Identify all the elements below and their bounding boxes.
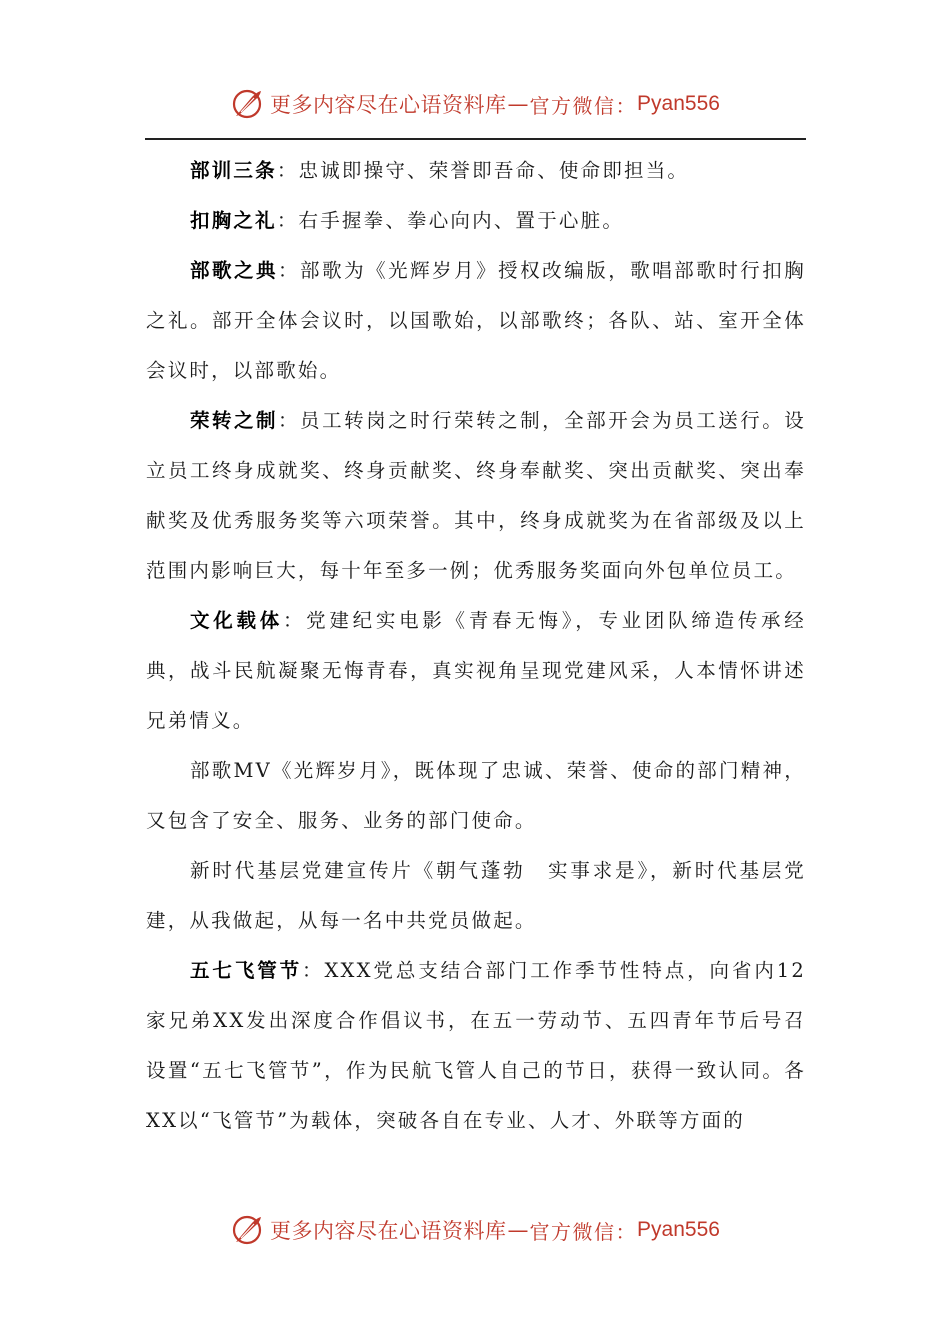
quill-pen-logo-icon	[230, 1213, 264, 1247]
paragraph-xuan-chuan-pian	[146, 846, 806, 946]
paragraph-term: 文化载体	[190, 609, 283, 632]
paragraph-fei-guan-jie	[146, 946, 806, 1146]
footer-banner	[0, 1210, 950, 1250]
paragraph-text: 新时代基层党建宣传片《朝气蓬勃 实事求是》，新时代基层党建，从我做起，从每一名中共党员做起。	[146, 859, 806, 932]
footer-wechat-id: Pyan556	[637, 1218, 720, 1241]
header-site-text: 更多内容尽在心语资料库	[270, 93, 507, 117]
paragraph-term: 扣胸之礼	[190, 209, 277, 232]
paragraph-text: ：党建纪实电影《青春无悔》，专业团队缔造传承经典，战斗民航凝聚无悔青春，真实视角呈现党建风采，人本情怀讲述兄弟情义。	[146, 609, 806, 732]
quill-pen-logo-icon	[230, 87, 264, 121]
document-body	[146, 146, 806, 1146]
header-divider	[145, 138, 806, 140]
footer-wechat-label: 官方微信：	[529, 1219, 638, 1244]
paragraph-text: ：忠诚即操守、荣誉即吾命、使命即担当。	[276, 159, 690, 182]
paragraph-text: ：员工转岗之时行荣转之制，全部开会为员工送行。设立员工终身成就奖、终身贡献奖、终身奉献奖、突出贡献奖、突出奉献奖及优秀服务奖等六项荣誉。其中，终身成就奖为在省部级及以上范围内影响巨大，每十年至多一例；优秀服务奖面向外包单位员工。	[146, 409, 806, 582]
paragraph-rong-zhuan	[146, 396, 806, 596]
paragraph-bu-ge-mv	[146, 746, 806, 846]
header-banner	[0, 84, 950, 124]
paragraph-bu-ge	[146, 246, 806, 396]
paragraph-kou-xiong	[146, 196, 806, 246]
paragraph-text: ：XXX党总支结合部门工作季节性特点，向省内12家兄弟XX发出深度合作倡议书，在五一劳动节、五四青年节后号召设置“五七飞管节”，作为民航飞管人自己的节日，获得一致认同。各XX以“飞管节”为载体，突破各自在专业、人才、外联等方面的	[146, 959, 806, 1132]
paragraph-term: 五七飞管节	[190, 959, 303, 982]
header-wechat-label: 官方微信：	[529, 93, 638, 118]
header-dash: —	[507, 92, 529, 116]
paragraph-text: ：部歌为《光辉岁月》授权改编版，歌唱部歌时行扣胸之礼。部开全体会议时，以国歌始，以部歌终；各队、站、室开全体会议时，以部歌始。	[146, 259, 806, 382]
paragraph-text: ：右手握拳、拳心向内、置于心脏。	[276, 209, 625, 232]
paragraph-bu-xun	[146, 146, 806, 196]
paragraph-text: 部歌MV《光辉岁月》，既体现了忠诚、荣誉、使命的部门精神，又包含了安全、服务、业务的部门使命。	[146, 759, 806, 832]
paragraph-term: 部训三条	[190, 159, 277, 182]
header-wechat-id: Pyan556	[637, 92, 720, 115]
paragraph-term: 部歌之典	[190, 259, 279, 282]
footer-dash: —	[507, 1218, 529, 1242]
paragraph-term: 荣转之制	[190, 409, 279, 432]
paragraph-wen-hua	[146, 596, 806, 746]
footer-site-text: 更多内容尽在心语资料库	[270, 1219, 507, 1243]
